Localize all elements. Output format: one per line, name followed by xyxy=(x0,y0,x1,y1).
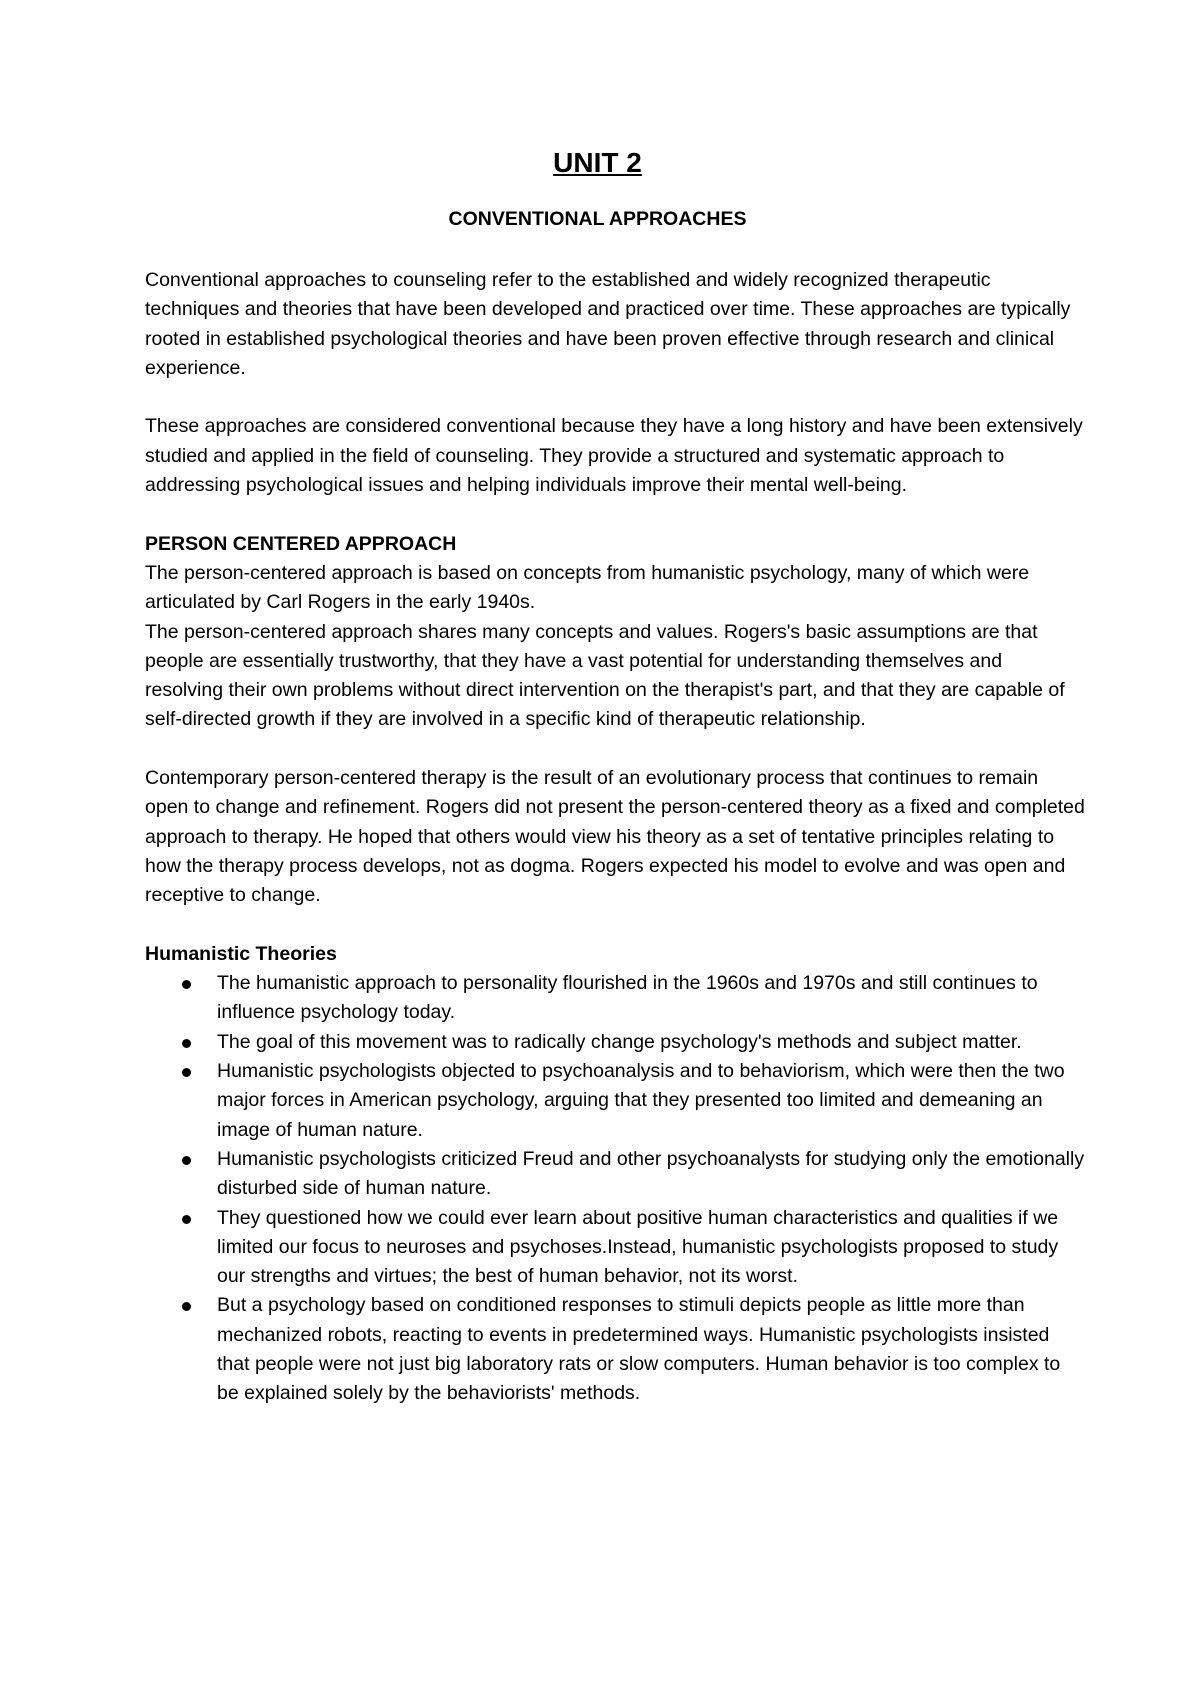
list-item-text: But a psychology based on conditioned responses to stimuli depicts people as little more than mechanized robots, reacting to events in predetermined ways. Humanistic psychologists insisted that people were not just big laboratory rats or slow computers. Human behavior is too complex to be explained solely by the behaviorists' methods. xyxy=(217,1294,1061,1405)
list-item xyxy=(217,1291,1085,1408)
list-item xyxy=(217,1057,1085,1145)
bullet-icon xyxy=(182,1302,191,1311)
unit-title: UNIT 2 xyxy=(553,147,642,178)
section-title: CONVENTIONAL APPROACHES xyxy=(448,208,747,230)
list-item xyxy=(217,1204,1085,1292)
intro-paragraph-1: Conventional approaches to counseling refer to the established and widely recognized therapeutic techniques and theories that have been developed and practiced over time. These approaches are typically rooted in established psychological theories and have been proven effective through research and clinical experience. xyxy=(145,269,1071,379)
bullet-icon xyxy=(182,980,191,989)
list-item xyxy=(217,1145,1085,1204)
list-item-text: They questioned how we could ever learn about positive human characteristics and qualities if we limited our focus to neuroses and psychoses.Instead, humanistic psychologists proposed to study our strengths and virtues; the best of human behavior, not its worst. xyxy=(217,1206,1059,1288)
list-item-text: Humanistic psychologists objected to psychoanalysis and to behaviorism, which were then the two major forces in American psychology, arguing that they presented too limited and demeaning an image of human nature. xyxy=(217,1060,1065,1141)
list-item-text: The goal of this movement was to radically change psychology's methods and subject matter. xyxy=(217,1030,1022,1053)
person-centered-heading: PERSON CENTERED APPROACH xyxy=(145,532,457,555)
list-item-text: Humanistic psychologists criticized Freud and other psychoanalysts for studying only the emotionally disturbed side of human nature. xyxy=(217,1147,1085,1200)
intro-paragraph-2: These approaches are considered conventional because they have a long history and have been extensively studied and applied in the field of counseling. They provide a structured and systematic approach to addressing psychological issues and helping individuals improve their mental well-being. xyxy=(145,415,1083,497)
humanistic-bullet-list xyxy=(145,969,1085,1408)
bullet-icon xyxy=(182,1039,191,1048)
document-body xyxy=(145,266,1085,1409)
person-centered-paragraph-2: The person-centered approach shares many concepts and values. Rogers's basic assumptions are that people are essentially trustworthy, that they have a vast potential for understanding themselves and resolving their own problems without direct intervention on the therapist's part, and that they are capable of self-directed growth if they are involved in a specific kind of therapeutic relationship. xyxy=(145,620,1065,731)
person-centered-paragraph-3: Contemporary person-centered therapy is the result of an evolutionary process that continues to remain open to change and refinement. Rogers did not present the person-centered theory as a fixed and completed approach to therapy. He hoped that others would view his theory as a set of tentative principles relating to how the therapy process develops, not as dogma. Rogers expected his model to evolve and was open and receptive to change. xyxy=(145,767,1085,907)
list-item xyxy=(217,1028,1085,1057)
person-centered-paragraph-1: The person-centered approach is based on concepts from humanistic psychology, many of which were articulated by Carl Rogers in the early 1940s. xyxy=(145,561,1030,614)
list-item xyxy=(217,969,1085,1028)
bullet-icon xyxy=(182,1068,191,1077)
bullet-icon xyxy=(182,1156,191,1165)
list-item-text: The humanistic approach to personality flourished in the 1960s and 1970s and still continues to influence psychology today. xyxy=(217,972,1038,1024)
bullet-icon xyxy=(182,1215,191,1224)
humanistic-heading: Humanistic Theories xyxy=(145,942,337,965)
